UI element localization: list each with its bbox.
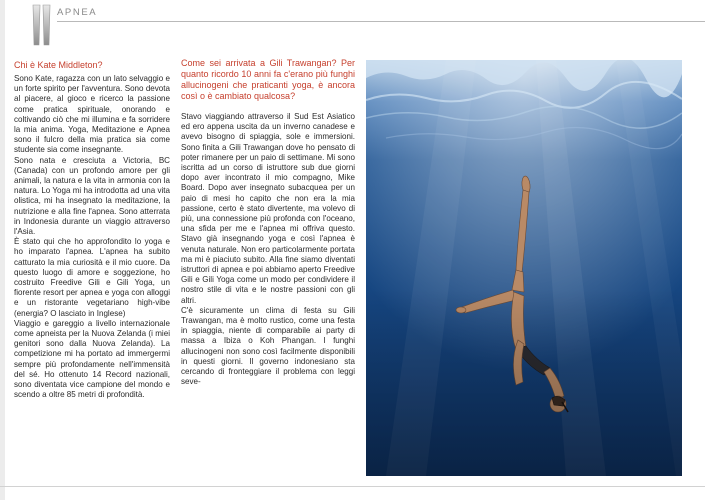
page-header xyxy=(0,0,705,30)
left-column xyxy=(14,60,170,401)
underwater-scene xyxy=(366,60,682,476)
freediving-fins-icon xyxy=(30,3,54,47)
middle-column xyxy=(181,58,355,387)
left-paragraph-3: È stato qui che ho approfondito lo yoga e ho imparato l'apnea. L'apnea ha subito catturato la mia curiosità e il mio cuore. Da questo luogo di amore e soggezione, ho costruito Freedive Gili e Gili Yoga, un fiorente resort per apnea e yoga con alloggi e un ristorante vegetariano high-vibe (energia? O lasciato in Inglese) xyxy=(14,237,170,318)
section-title: APNEA xyxy=(57,7,98,18)
left-question: Chi è Kate Middleton? xyxy=(14,60,103,70)
left-paragraph-2: Sono nata e cresciuta a Victoria, BC (Canada) con un profondo amore per gli animali, la natura e la vita in armonia con la natura. Lo Yoga mi ha introdotta ad una vita olistica, mi ha insegnato la meditazione, la nutrizione e alla fine l'apnea. Sono atterrata in Indonesia durante un viaggio attraverso l'Asia. xyxy=(14,155,170,237)
middle-paragraph-1: Stavo viaggiando attraverso il Sud Est Asiatico ed ero appena uscita da un inverno canadese e avevo bisogno di spiaggia, sole e immersioni. Sono finita a Gili Trawangan dove ho pensato di poter rimanere per un paio di settimane. Mi sono iscritta ad un corso di istruttore sub due giorni dopo aver incontrato il mio compagno, Mike Board. Dopo aver insegnato subacquea per un paio di mesi ho capito che non era la mia passione, certo è stato divertente, ma volevo di più, una connessione più profonda con l'oceano, una sfida per me e l'apnea mi offriva questo. Stavo già insegnando yoga e così l'apnea è venuta naturale. Non ero particolarmente portata ma mi è piaciuto subito. Alla fine siamo diventati istruttori di apnea e poi abbiamo aperto Freedive Gili e Gili Yoga come un modo per condividere il nostro stile di vita e le nostre passioni con gli altri. xyxy=(181,112,355,305)
left-paragraph-4: Viaggio e gareggio a livello internazionale come apneista per la Nuova Zelanda (i miei genitori sono dalla Nuova Zelanda). La competizione mi ha portato ad immergermi sempre più profondamente nell'immensità del sé. Ho ottenuto 14 Record nazionali, sono diventata vice campione del mondo e scendo a oltre 85 metri di profondità. xyxy=(14,318,170,400)
middle-paragraph-2: C'è sicuramente un clima di festa su Gili Trawangan, ma è molto rustico, come una festa in spiaggia, niente di comparabile ai party di massa a Ibiza o Koh Phangan. I funghi allucinogeni non sono così facilmente disponibili in questi giorni. Il governo indonesiano sta cercando di fronteggiare il problema con leggi seve- xyxy=(181,305,355,387)
underwater-freediver-photo xyxy=(366,60,682,476)
footer-rule xyxy=(0,486,705,487)
left-paragraph-1: Sono Kate, ragazza con un lato selvaggio e un forte spirito per l'avventura. Sono devota al piacere, al gioco e ricerco la passione come pratica spirituale, onorando e coltivando ciò che mi illumina e fa sorridere la mia anima. Yoga, Meditazione e Apnea sono il fulcro della mia pratica sia come studente sia come insegnante. xyxy=(14,74,170,155)
page-spine-shadow xyxy=(0,0,5,500)
header-rule xyxy=(57,21,705,22)
middle-question: Come sei arrivata a Gili Trawangan? Per quanto ricordo 10 anni fa c'erano più funghi allucinogeni che praticanti yoga, è ancora così o è cambiato qualcosa? xyxy=(181,58,355,101)
